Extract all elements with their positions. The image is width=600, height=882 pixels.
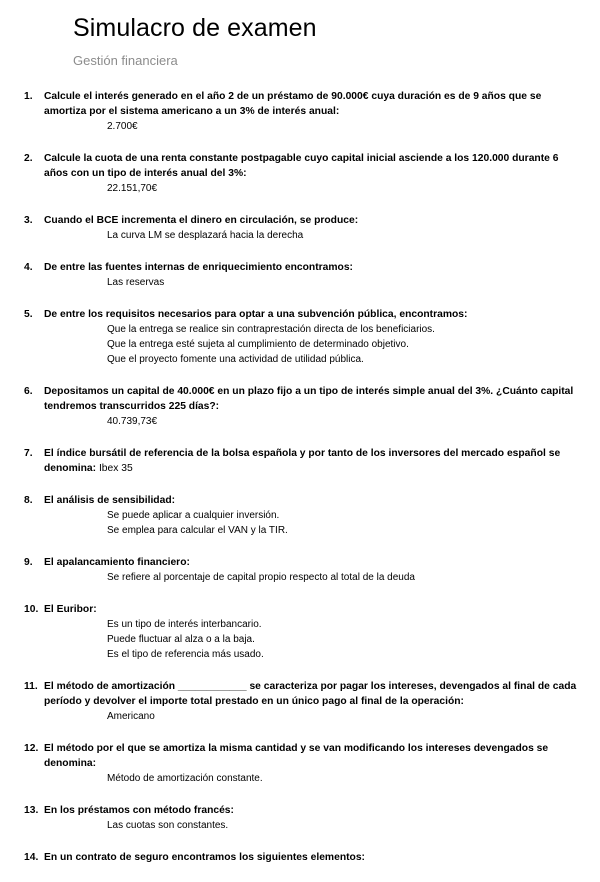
answer-item: Es un tipo de interés interbancario. bbox=[107, 619, 262, 630]
answer-item: Americano bbox=[107, 711, 155, 722]
answer-item: Puede fluctuar al alza o a la baja. bbox=[107, 634, 255, 645]
question-header bbox=[24, 679, 590, 709]
question-text: De entre las fuentes internas de enriquecimiento encontramos: bbox=[44, 262, 353, 273]
answer-item: 40.739,73€ bbox=[107, 416, 158, 427]
question-text: El Euribor: bbox=[44, 604, 97, 615]
question-number: 14. bbox=[24, 852, 39, 863]
answer-item: Método de amortización constante. bbox=[107, 773, 263, 784]
question-header bbox=[24, 260, 590, 275]
question-text-wrap bbox=[44, 446, 590, 476]
question-item bbox=[24, 555, 590, 585]
question-text-wrap bbox=[44, 850, 590, 865]
question-header bbox=[24, 384, 590, 414]
question-number: 13. bbox=[24, 805, 39, 816]
question-item bbox=[24, 602, 590, 662]
question-text: De entre los requisitos necesarios para optar a una subvención pública, encontramos: bbox=[44, 309, 468, 320]
answer-item: Las cuotas son constantes. bbox=[107, 820, 229, 831]
question-item bbox=[24, 679, 590, 724]
question-number: 6. bbox=[24, 386, 33, 397]
question-text: El método de amortización ____________ se caracteriza por pagar los intereses, devengados al final de cada período y devolver el importe total prestado en un único pago al final de la operación: bbox=[44, 681, 577, 707]
question-text-wrap bbox=[44, 260, 590, 275]
question-number: 5. bbox=[24, 309, 33, 320]
question-text-wrap bbox=[44, 602, 590, 617]
question-text-wrap bbox=[44, 384, 590, 414]
question-number: 7. bbox=[24, 448, 33, 459]
question-item bbox=[24, 384, 590, 429]
question-item bbox=[24, 260, 590, 290]
question-text-wrap bbox=[44, 213, 590, 228]
answer-inline: Ibex 35 bbox=[98, 463, 133, 474]
answer-list bbox=[24, 228, 590, 243]
question-text: El método por el que se amortiza la misma cantidad y se van modificando los intereses devengados se denomina: bbox=[44, 743, 549, 769]
question-item bbox=[24, 151, 590, 196]
question-number: 9. bbox=[24, 557, 33, 568]
answer-list bbox=[24, 508, 590, 538]
question-text: El apalancamiento financiero: bbox=[44, 557, 190, 568]
question-header bbox=[24, 493, 590, 508]
question-item bbox=[24, 850, 590, 865]
answer-item: Que la entrega se realice sin contraprestación directa de los beneficiarios. bbox=[107, 324, 435, 335]
answer-item: 22.151,70€ bbox=[107, 183, 158, 194]
question-text-wrap bbox=[44, 151, 590, 181]
question-text: En los préstamos con método francés: bbox=[44, 805, 234, 816]
question-text-wrap bbox=[44, 741, 590, 771]
question-text: Calcule la cuota de una renta constante postpagable cuyo capital inicial asciende a los 120.000 durante 6 años con un tipo de interés anual del 3%: bbox=[44, 153, 559, 179]
question-header bbox=[24, 850, 590, 865]
question-number: 1. bbox=[24, 91, 33, 102]
question-text: Cuando el BCE incrementa el dinero en circulación, se produce: bbox=[44, 215, 359, 226]
question-text: El índice bursátil de referencia de la bolsa española y por tanto de los inversores del mercado español se denomina: bbox=[44, 448, 561, 474]
question-item bbox=[24, 803, 590, 833]
question-number: 8. bbox=[24, 495, 33, 506]
question-item bbox=[24, 307, 590, 367]
answer-list bbox=[24, 709, 590, 724]
answer-list bbox=[24, 617, 590, 662]
question-number: 11. bbox=[24, 681, 38, 692]
question-text: Calcule el interés generado en el año 2 de un préstamo de 90.000€ cuya duración es de 9 años que se amortiza por el sistema americano a un 3% de interés anual: bbox=[44, 91, 542, 117]
answer-list bbox=[24, 181, 590, 196]
question-text-wrap bbox=[44, 493, 590, 508]
page-title: Simulacro de examen bbox=[73, 14, 317, 42]
question-number: 12. bbox=[24, 743, 39, 754]
answer-item: Que la entrega esté sujeta al cumplimiento de determinado objetivo. bbox=[107, 339, 409, 350]
page-subtitle: Gestión financiera bbox=[73, 53, 178, 68]
answer-item: Que el proyecto fomente una actividad de utilidad pública. bbox=[107, 354, 364, 365]
question-header bbox=[24, 741, 590, 771]
question-text-wrap bbox=[44, 679, 590, 709]
answer-item: Se emplea para calcular el VAN y la TIR. bbox=[107, 525, 288, 536]
question-text-wrap bbox=[44, 89, 590, 119]
question-header bbox=[24, 602, 590, 617]
question-header bbox=[24, 151, 590, 181]
question-item bbox=[24, 89, 590, 134]
question-text-wrap bbox=[44, 307, 590, 322]
question-text: Depositamos un capital de 40.000€ en un plazo fijo a un tipo de interés simple anual del 3%. ¿Cuánto capital tendremos transcurridos 225 días?: bbox=[44, 386, 574, 412]
question-header bbox=[24, 89, 590, 119]
answer-list bbox=[24, 771, 590, 786]
question-text: El análisis de sensibilidad: bbox=[44, 495, 176, 506]
answer-item: Las reservas bbox=[107, 277, 165, 288]
question-text: En un contrato de seguro encontramos los siguientes elementos: bbox=[44, 852, 365, 863]
question-header bbox=[24, 446, 590, 476]
answer-list bbox=[24, 322, 590, 367]
answer-list bbox=[24, 119, 590, 134]
question-number: 10. bbox=[24, 604, 39, 615]
answer-item: Se puede aplicar a cualquier inversión. bbox=[107, 510, 280, 521]
question-header bbox=[24, 213, 590, 228]
question-header bbox=[24, 555, 590, 570]
answer-list bbox=[24, 818, 590, 833]
answer-item: Se refiere al porcentaje de capital propio respecto al total de la deuda bbox=[107, 572, 415, 583]
question-item bbox=[24, 741, 590, 786]
answer-list bbox=[24, 570, 590, 585]
question-number: 3. bbox=[24, 215, 33, 226]
question-text-wrap bbox=[44, 803, 590, 818]
question-text-wrap bbox=[44, 555, 590, 570]
answer-list bbox=[24, 414, 590, 429]
answer-item: Es el tipo de referencia más usado. bbox=[107, 649, 264, 660]
answer-item: La curva LM se desplazará hacia la derecha bbox=[107, 230, 304, 241]
question-number: 4. bbox=[24, 262, 33, 273]
answer-list bbox=[24, 275, 590, 290]
question-number: 2. bbox=[24, 153, 33, 164]
answer-item: 2.700€ bbox=[107, 121, 138, 132]
question-list bbox=[24, 89, 590, 882]
question-item bbox=[24, 213, 590, 243]
question-item bbox=[24, 493, 590, 538]
question-header bbox=[24, 307, 590, 322]
question-header bbox=[24, 803, 590, 818]
question-item bbox=[24, 446, 590, 476]
